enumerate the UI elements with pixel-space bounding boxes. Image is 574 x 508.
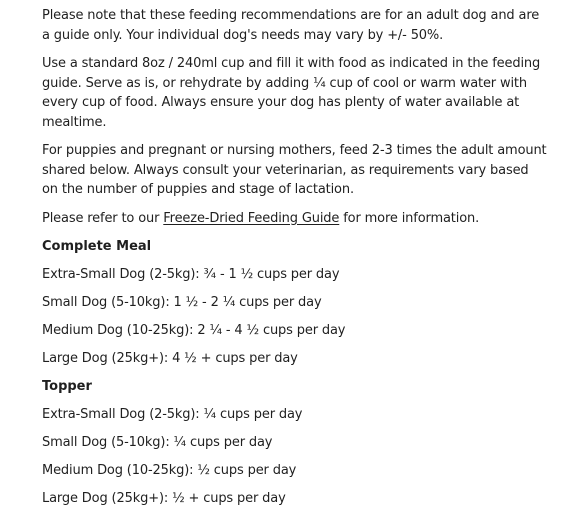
complete-meal-section <box>42 238 548 368</box>
list-item: Small Dog (5-10kg): 1 ½ - 2 ¼ cups per day <box>42 295 322 310</box>
topper-section <box>42 378 548 508</box>
intro-note-paragraph: Please note that these feeding recommendations are for an adult dog and are a guide only. Your individual dog's needs may vary by +/- 50%. <box>42 8 540 43</box>
list-item: Medium Dog (10-25kg): 2 ¼ - 4 ½ cups per day <box>42 323 346 338</box>
complete-meal-heading: Complete Meal <box>42 239 152 254</box>
list-item: Medium Dog (10-25kg): ½ cups per day <box>42 463 297 478</box>
refer-prefix-text: Please refer to our <box>42 210 164 226</box>
feeding-guide-link[interactable]: Freeze-Dried Feeding Guide <box>163 210 340 226</box>
refer-guide-paragraph <box>42 209 548 229</box>
puppies-paragraph: For puppies and pregnant or nursing mothers, feed 2-3 times the adult amount shared below. Always consult your veterinarian, as requirements vary based on the number of puppies and stage of lactation. <box>42 143 547 197</box>
list-item: Extra-Small Dog (2-5kg): ¼ cups per day <box>42 407 303 422</box>
refer-suffix-text: for more information. <box>339 210 480 226</box>
topper-heading: Topper <box>42 379 92 394</box>
list-item: Extra-Small Dog (2-5kg): ¾ - 1 ½ cups per day <box>42 267 340 282</box>
list-item: Large Dog (25kg+): 4 ½ + cups per day <box>42 351 298 366</box>
list-item: Large Dog (25kg+): ½ + cups per day <box>42 491 286 506</box>
cup-instructions-paragraph: Use a standard 8oz / 240ml cup and fill it with food as indicated in the feeding guide. Serve as is, or rehydrate by adding ¼ cup of cool or warm water with every cup of food. Always ensure your dog has plenty of water available at mealtime. <box>42 56 541 130</box>
feeding-guide-content <box>42 6 548 508</box>
list-item: Small Dog (5-10kg): ¼ cups per day <box>42 435 273 450</box>
